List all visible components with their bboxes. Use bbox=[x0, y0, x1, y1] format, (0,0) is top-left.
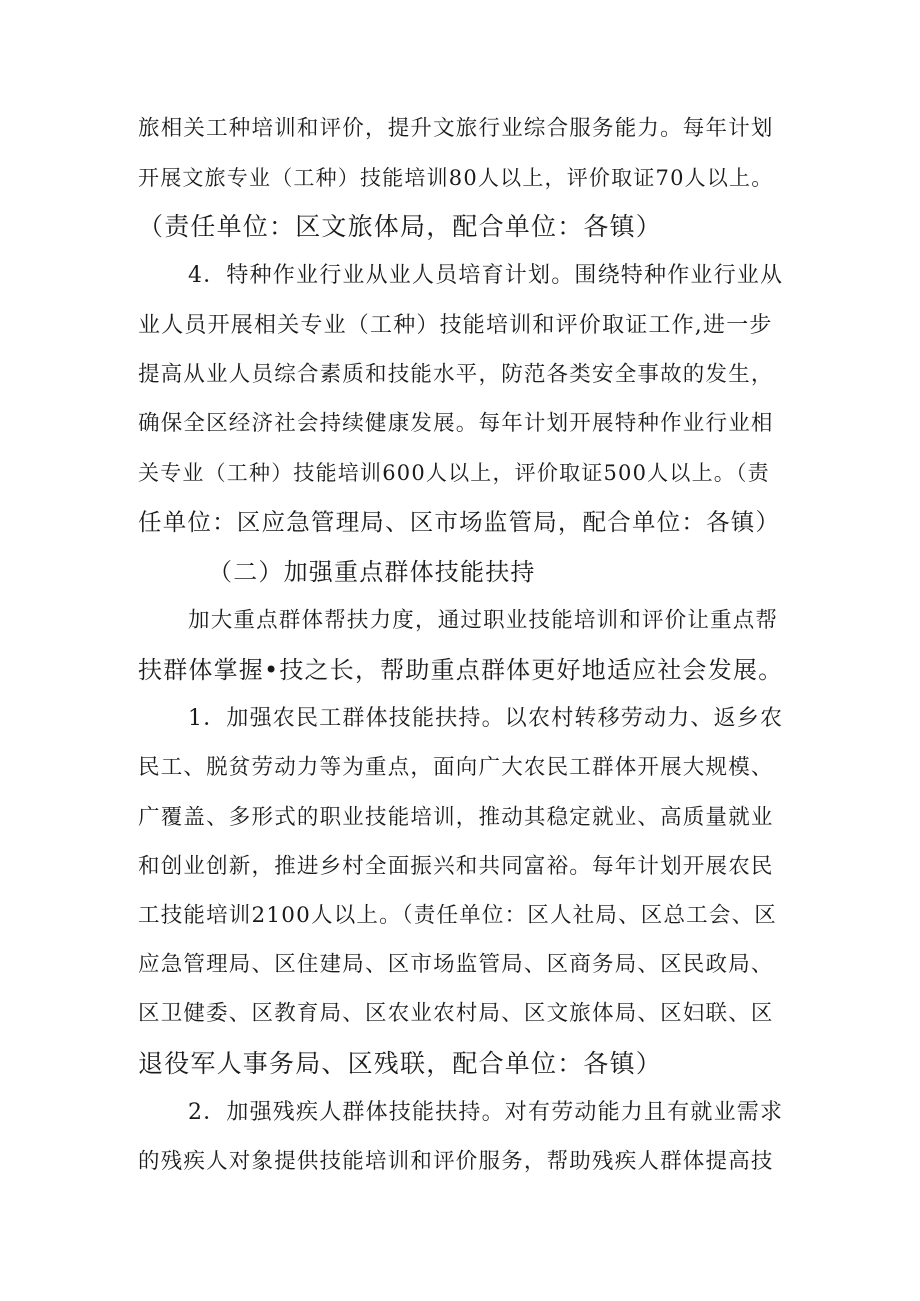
paragraph-line: 关专业（工种）技能培训600人以上，评价取证500人以上。（责 bbox=[138, 461, 770, 485]
paragraph-line: 应急管理局、区住建局、区市场监管局、区商务局、区民政局、 bbox=[138, 952, 774, 977]
section-heading: （二）加强重点群体技能扶持 bbox=[208, 558, 536, 586]
paragraph-line: 民工、脱贫劳动力等为重点，面向广大农民工群体开展大规模、 bbox=[138, 755, 774, 780]
paragraph-line: 广覆盖、多形式的职业技能培训，推动其稳定就业、高质量就业 bbox=[138, 805, 774, 830]
list-item-1-line: 1．加强农民工群体技能扶持。以农村转移劳动力、返乡农 bbox=[188, 706, 784, 731]
paragraph-line: 扶群体掌握•技之长，帮助重点群体更好地适应社会发展。 bbox=[138, 656, 784, 684]
paragraph-line: 的残疾人对象提供技能培训和评价服务，帮助残疾人群体提高技 bbox=[138, 1149, 774, 1174]
paragraph-line: 和创业创新，推进乡村全面振兴和共同富裕。每年计划开展农民 bbox=[138, 854, 774, 879]
paragraph-line: 旅相关工种培训和评价，提升文旅行业综合服务能力。每年计划 bbox=[138, 116, 774, 141]
list-item-2-line: 2．加强残疾人群体技能扶持。对有劳动能力且有就业需求 bbox=[188, 1100, 784, 1125]
paragraph-line: 开展文旅专业（工种）技能培训80人以上，评价取证70人以上。 bbox=[138, 166, 774, 190]
paragraph-line: 加大重点群体帮扶力度，通过职业技能培训和评价让重点帮 bbox=[188, 608, 779, 633]
paragraph-line: 退役军人事务局、区残联，配合单位：各镇） bbox=[138, 1049, 663, 1078]
paragraph-line: 任单位：区应急管理局、区市场监管局，配合单位：各镇） bbox=[138, 508, 781, 536]
paragraph-line: （责任单位：区文旅体局，配合单位：各镇） bbox=[138, 212, 663, 241]
paragraph-line: 业人员开展相关专业（工种）技能培训和评价取证工作,进一步 bbox=[138, 313, 773, 338]
paragraph-line: 提高从业人员综合素质和技能水平，防范各类安全事故的发生， bbox=[138, 362, 774, 387]
list-item-4-line: 4．特种作业行业从业人员培育计划。围绕特种作业行业从 bbox=[188, 263, 784, 288]
paragraph-line: 确保全区经济社会持续健康发展。每年计划开展特种作业行业相 bbox=[138, 411, 774, 436]
paragraph-line: 工技能培训2100人以上。（责任单位：区人社局、区总工会、区 bbox=[138, 903, 777, 928]
paragraph-line: 区卫健委、区教育局、区农业农村局、区文旅体局、区妇联、区 bbox=[138, 1001, 774, 1026]
